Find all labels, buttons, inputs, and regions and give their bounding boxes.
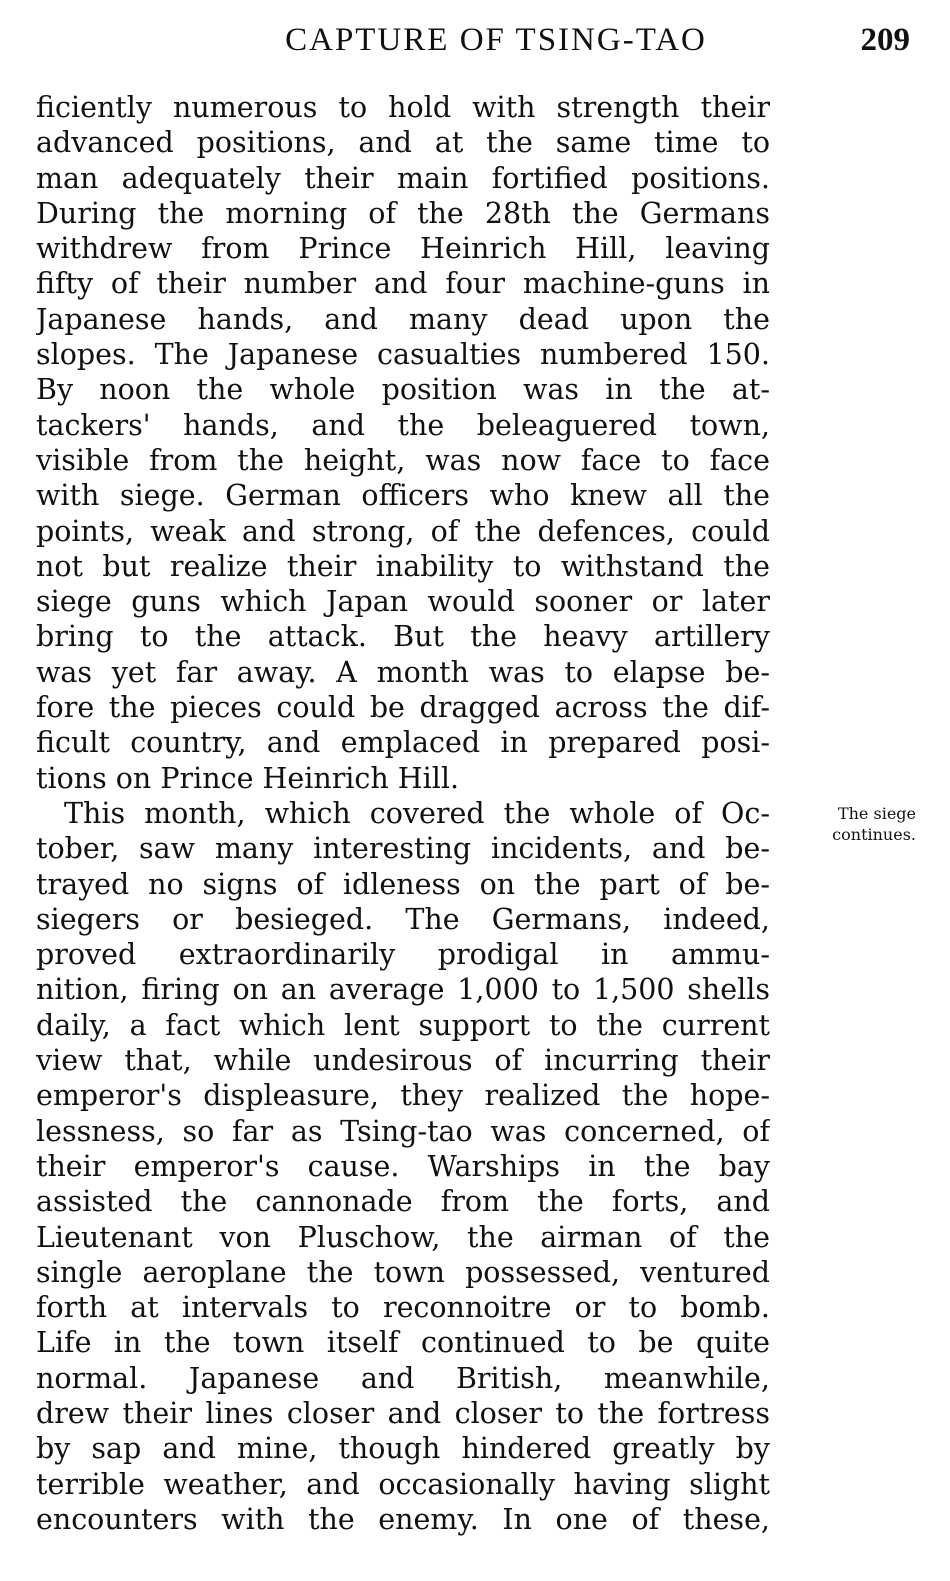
text-line: not but realize their inability to withstand the — [36, 549, 770, 583]
text-line: Life in the town itself continued to be quite — [36, 1326, 770, 1360]
text-line: points, weak and strong, of the defences, could — [36, 514, 770, 548]
text-line: their emperor's cause. Warships in the bay — [36, 1149, 770, 1183]
margin-note — [776, 803, 916, 845]
margin-note-line: continues. — [832, 825, 916, 844]
text-line: with siege. German officers who knew all the — [36, 479, 770, 513]
text-line: nition, firing on an average 1,000 to 1,500 shells — [36, 973, 770, 1007]
text-line: visible from the height, was now face to face — [36, 443, 770, 477]
text-line: tober, saw many interesting incidents, and be- — [36, 832, 770, 866]
text-line: daily, a fact which lent support to the current — [36, 1008, 770, 1042]
text-line: tackers' hands, and the beleaguered town, — [36, 408, 770, 442]
text-line: assisted the cannonade from the forts, and — [36, 1185, 770, 1219]
text-line: siegers or besieged. The Germans, indeed, — [36, 902, 770, 936]
text-line: siege guns which Japan would sooner or later — [36, 585, 770, 619]
text-line: by sap and mine, though hindered greatly by — [36, 1432, 770, 1466]
page-number: 209 — [860, 22, 910, 58]
text-line: was yet far away. A month was to elapse be- — [36, 655, 770, 689]
text-line: ficult country, and emplaced in prepared posi- — [36, 726, 770, 760]
text-line: single aeroplane the town possessed, ventured — [36, 1255, 770, 1289]
text-line: emperor's displeasure, they realized the hope- — [36, 1079, 770, 1113]
text-line: fore the pieces could be dragged across the dif- — [36, 691, 770, 725]
text-line: bring to the attack. But the heavy artillery — [36, 620, 770, 654]
text-line: drew their lines closer and closer to the fortress — [36, 1396, 770, 1430]
paragraph-start-line: This month, which covered the whole of Oc- — [64, 796, 770, 830]
running-head — [36, 22, 914, 72]
text-line: ficiently numerous to hold with strength their — [36, 91, 770, 124]
text-line: lessness, so far as Tsing-tao was concerned, of — [36, 1114, 770, 1148]
text-line: proved extraordinarily prodigal in ammu- — [36, 938, 770, 972]
text-line: man adequately their main fortified positions. — [36, 161, 770, 195]
text-line: withdrew from Prince Heinrich Hill, leaving — [36, 232, 770, 266]
text-line: fifty of their number and four machine-guns in — [36, 267, 770, 301]
text-line: encounters with the enemy. In one of these, — [36, 1502, 770, 1536]
text-line: slopes. The Japanese casualties numbered 150. — [36, 338, 770, 372]
paragraph-end-line: tions on Prince Heinrich Hill. — [36, 761, 460, 795]
text-line: During the morning of the 28th the Germans — [36, 196, 770, 230]
text-line: advanced positions, and at the same time to — [36, 126, 770, 160]
text-line: trayed no signs of idleness on the part of be- — [36, 867, 770, 901]
margin-note-line: The siege — [837, 804, 916, 823]
body-text — [36, 90, 770, 1537]
text-line: forth at intervals to reconnoitre or to bomb. — [36, 1291, 770, 1325]
text-line: normal. Japanese and British, meanwhile, — [36, 1361, 770, 1395]
text-line: Japanese hands, and many dead upon the — [36, 302, 770, 336]
running-title: CAPTURE OF TSING-TAO — [285, 22, 707, 58]
text-line: Lieutenant von Pluschow, the airman of the — [36, 1220, 770, 1254]
text-line: By noon the whole position was in the at- — [36, 373, 770, 407]
text-line: terrible weather, and occasionally having slight — [36, 1467, 770, 1501]
text-line: view that, while undesirous of incurring their — [36, 1044, 770, 1078]
